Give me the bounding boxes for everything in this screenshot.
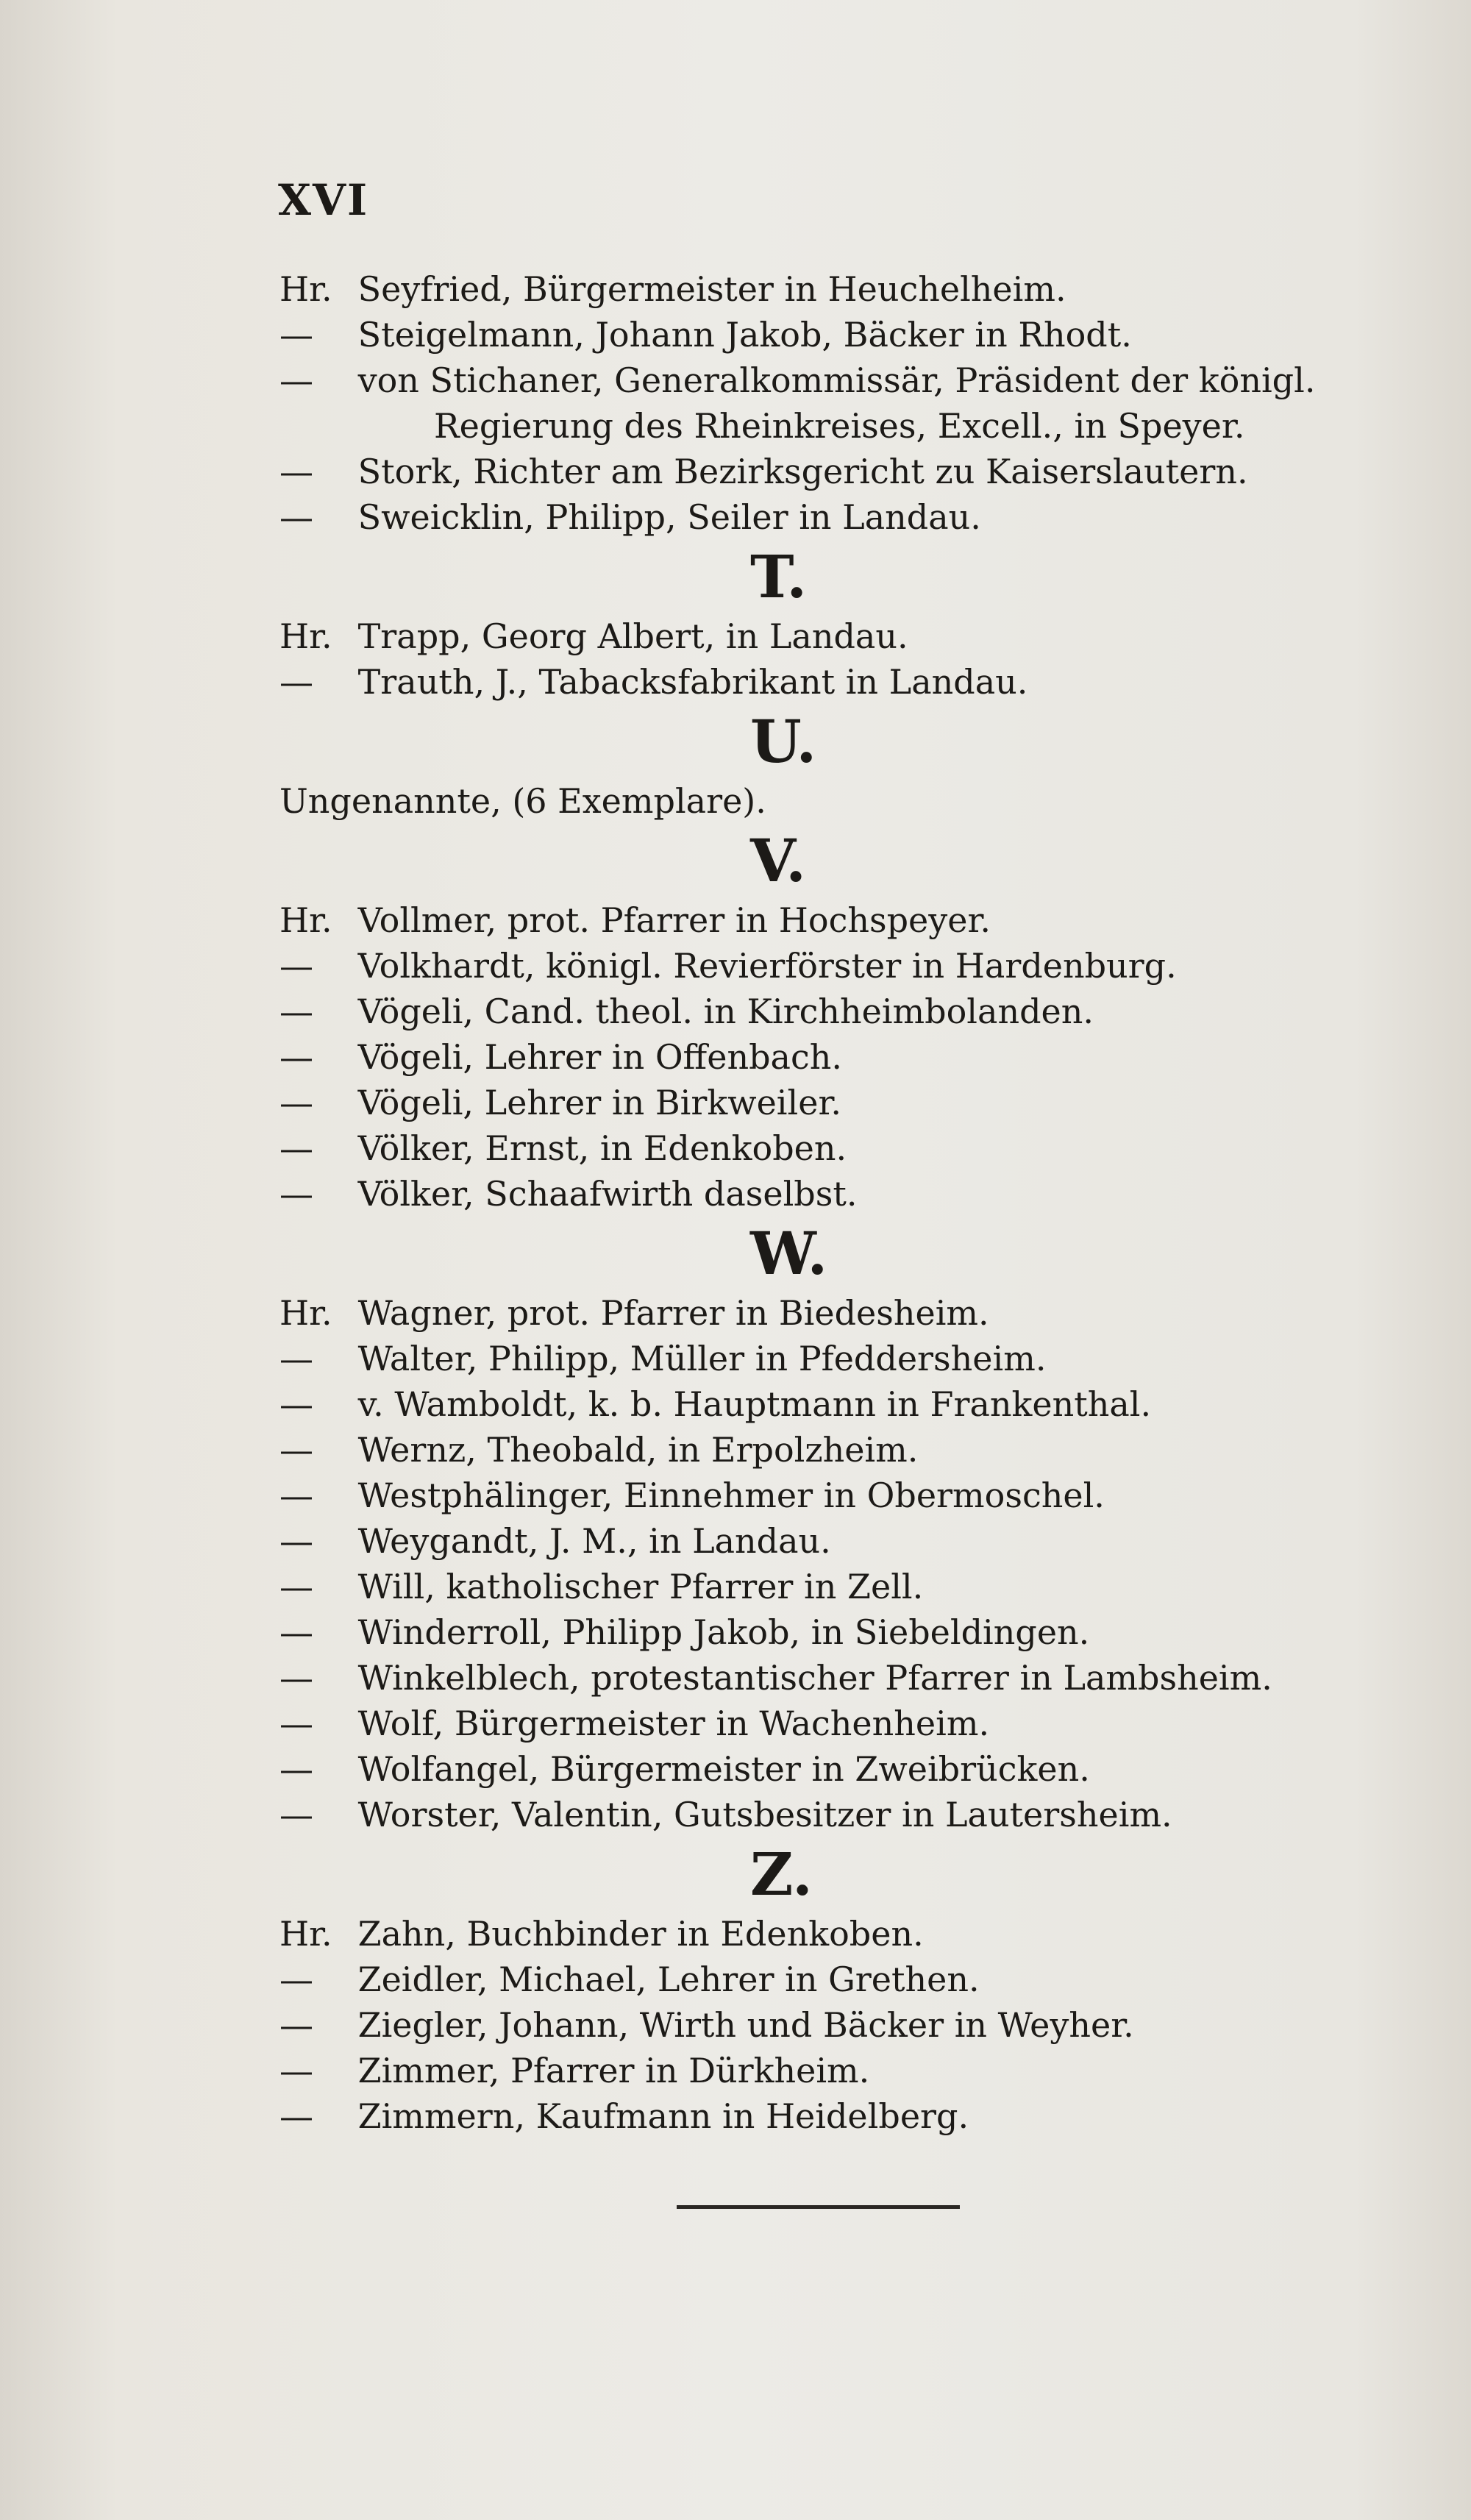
entry-lead: — (279, 1658, 313, 1698)
entry-text: Wagner, prot. Pfarrer in Biedesheim. (357, 1293, 989, 1333)
entry-text: Vögeli, Lehrer in Offenbach. (357, 1037, 842, 1077)
entry-text: Stork, Richter am Bezirksgericht zu Kaiserslautern. (357, 452, 1248, 491)
entry-lead: — (279, 2051, 313, 2090)
list-entry (279, 1290, 1324, 1336)
list-entry (279, 989, 1324, 1034)
section-letter: T. (750, 542, 808, 611)
list-entry (279, 1911, 1324, 1957)
entry-text: Weygandt, J. M., in Landau. (357, 1521, 831, 1561)
entry-text: Wolfangel, Bürgermeister in Zweibrücken. (357, 1749, 1090, 1789)
list-entry (279, 613, 1324, 659)
section-letter: Z. (750, 1840, 813, 1909)
entry-lead: — (279, 1476, 313, 1515)
list-entry (279, 357, 1324, 403)
list-entry (279, 659, 1324, 705)
entry-lead: — (279, 1521, 313, 1561)
entry-lead: — (279, 2096, 313, 2136)
list-entry (279, 1080, 1324, 1125)
entry-text: Ungenannte, (6 Exemplare). (279, 781, 766, 821)
list-entry (279, 494, 1324, 540)
entry-lead: — (279, 452, 313, 491)
entry-text: Zimmer, Pfarrer in Dürkheim. (357, 2051, 870, 2090)
entry-text: v. Wamboldt, k. b. Hauptmann in Frankenthal. (357, 1384, 1152, 1424)
entry-lead: — (279, 1128, 313, 1168)
entry-lead: — (279, 1567, 313, 1606)
list-entry (279, 2048, 1324, 2093)
entry-text: Völker, Ernst, in Edenkoben. (357, 1128, 847, 1168)
list-entry (279, 1427, 1324, 1473)
list-entry (279, 1473, 1324, 1518)
list-entry (279, 1957, 1324, 2002)
page-number: XVI (278, 175, 369, 225)
entry-lead: — (279, 662, 313, 702)
entry-lead: — (279, 1704, 313, 1743)
entry-text: Völker, Schaafwirth daselbst. (357, 1174, 858, 1214)
list-entry (279, 266, 1324, 312)
entry-text: Ziegler, Johann, Wirth und Bäcker in Weyher. (357, 2005, 1134, 2045)
section-letter: W. (750, 1219, 828, 1288)
entry-text: Worster, Valentin, Gutsbesitzer in Lautersheim. (357, 1795, 1172, 1834)
entry-lead: Hr. (279, 1293, 332, 1333)
entry-text: Seyfried, Bürgermeister in Heuchelheim. (357, 269, 1066, 309)
entry-lead: — (279, 1037, 313, 1077)
list-entry (279, 943, 1324, 989)
section-letter: U. (750, 707, 817, 776)
list-entry (279, 1381, 1324, 1427)
entry-text: Vollmer, prot. Pfarrer in Hochspeyer. (357, 900, 991, 940)
end-rule (677, 2205, 960, 2209)
entry-text: Winkelblech, protestantischer Pfarrer in Lambsheim. (357, 1658, 1272, 1698)
list-entry (279, 778, 1324, 824)
entry-text: Sweicklin, Philipp, Seiler in Landau. (357, 497, 981, 537)
entry-lead: — (279, 946, 313, 986)
subscriber-list (279, 266, 1324, 2139)
entry-lead: — (279, 497, 313, 537)
entry-lead: — (279, 1174, 313, 1214)
entry-lead: — (279, 1795, 313, 1834)
entry-text: von Stichaner, Generalkommissär, Präsident der königl. (357, 360, 1316, 400)
list-entry (279, 312, 1324, 357)
entry-lead: — (279, 1384, 313, 1424)
list-entry (279, 897, 1324, 943)
entry-text: Winderroll, Philipp Jakob, in Siebeldingen. (357, 1612, 1090, 1652)
entry-text: Wolf, Bürgermeister in Wachenheim. (357, 1704, 990, 1743)
entry-text: Zeidler, Michael, Lehrer in Grethen. (357, 1960, 980, 1999)
list-entry (279, 1034, 1324, 1080)
entry-lead: — (279, 1612, 313, 1652)
entry-lead: — (279, 1083, 313, 1122)
entry-text: Volkhardt, königl. Revierförster in Hardenburg. (357, 946, 1177, 986)
list-entry (279, 1609, 1324, 1655)
entry-text: Vögeli, Lehrer in Birkweiler. (357, 1083, 842, 1122)
list-entry (279, 2002, 1324, 2048)
entry-lead: — (279, 315, 313, 355)
entry-lead: — (279, 360, 313, 400)
entry-text: Vögeli, Cand. theol. in Kirchheimbolanden. (357, 992, 1094, 1031)
entry-lead: — (279, 1749, 313, 1789)
entry-text: Westphälinger, Einnehmer in Obermoschel. (357, 1476, 1105, 1515)
list-entry (279, 1336, 1324, 1381)
entry-lead: — (279, 1339, 313, 1378)
list-entry (279, 1792, 1324, 1837)
list-entry (279, 1655, 1324, 1701)
list-entry (279, 1746, 1324, 1792)
list-entry (279, 2093, 1324, 2139)
entry-text: Steigelmann, Johann Jakob, Bäcker in Rhodt. (357, 315, 1132, 355)
entry-lead: Hr. (279, 1914, 332, 1954)
entry-text: Zahn, Buchbinder in Edenkoben. (357, 1914, 924, 1954)
entry-lead: Hr. (279, 269, 332, 309)
entry-lead: — (279, 992, 313, 1031)
entry-lead: — (279, 2005, 313, 2045)
entry-text: Walter, Philipp, Müller in Pfeddersheim. (357, 1339, 1047, 1378)
entry-text: Regierung des Rheinkreises, Excell., in Speyer. (434, 406, 1245, 446)
entry-text: Zimmern, Kaufmann in Heidelberg. (357, 2096, 969, 2136)
list-entry (279, 449, 1324, 494)
list-entry (279, 403, 1324, 449)
entry-lead: Hr. (279, 900, 332, 940)
list-entry (279, 1564, 1324, 1609)
entry-text: Will, katholischer Pfarrer in Zell. (357, 1567, 924, 1606)
section-letter: V. (750, 826, 806, 895)
list-entry (279, 1701, 1324, 1746)
list-entry (279, 1171, 1324, 1217)
entry-lead: Hr. (279, 616, 332, 656)
list-entry (279, 1518, 1324, 1564)
entry-lead: — (279, 1430, 313, 1470)
entry-text: Wernz, Theobald, in Erpolzheim. (357, 1430, 919, 1470)
list-entry (279, 1125, 1324, 1171)
entry-text: Trauth, J., Tabacksfabrikant in Landau. (357, 662, 1028, 702)
entry-lead: — (279, 1960, 313, 1999)
entry-text: Trapp, Georg Albert, in Landau. (357, 616, 908, 656)
